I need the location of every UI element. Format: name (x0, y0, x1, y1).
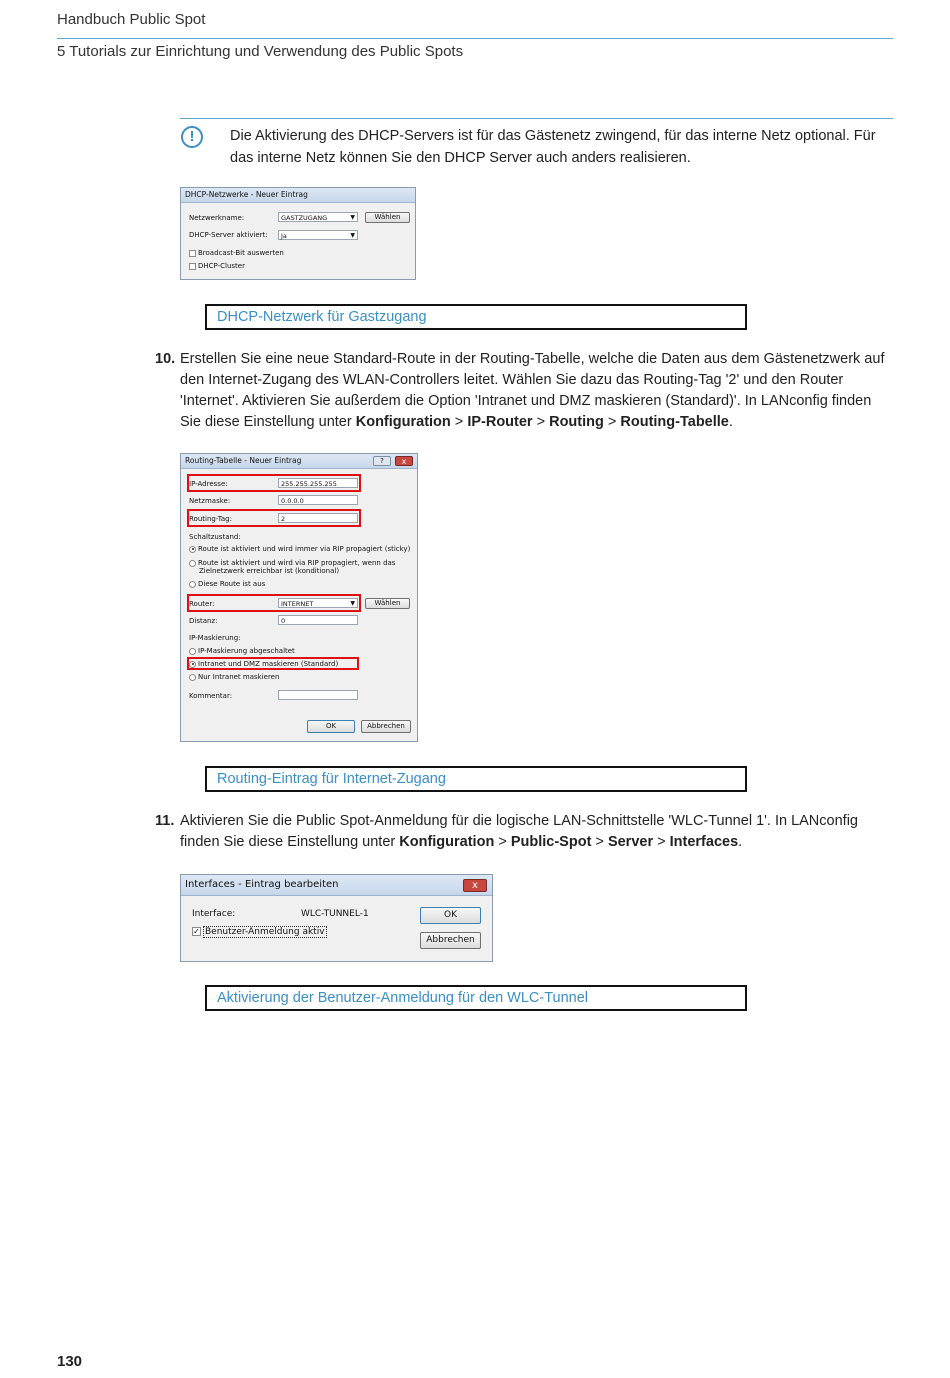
masq-option-2[interactable]: Intranet und DMZ maskieren (Standard) (189, 660, 338, 668)
cluster-label: DHCP-Cluster (198, 262, 245, 270)
dhcp-dialog-screenshot (180, 187, 416, 280)
routing-tag-label: Routing-Tag: (189, 515, 232, 523)
network-name-label: Netzwerkname: (189, 214, 245, 222)
distance-label: Distanz: (189, 617, 218, 625)
exclamation-icon: ! (181, 126, 203, 148)
step-text: Erstellen Sie eine neue Standard-Route in der Routing-Tabelle, welche die Daten aus dem Gästenetzwerk auf den Internet-Zugang des WLAN-Controllers leitet. Wählen Sie dazu das Routing-Tag '2' und den Router 'Internet'. Aktivieren Sie außerdem die Option 'Intranet und DMZ maskieren (Standard)'. In LANconfig finden Sie diese Einstellung unter Konfiguration > IP-Router > Routing > Routing-Tabelle. (180, 351, 885, 430)
router-value: INTERNET (281, 600, 314, 608)
router-select[interactable] (278, 598, 358, 608)
comment-label: Kommentar: (189, 692, 233, 700)
router-label: Router: (189, 600, 215, 608)
figure-caption: Routing-Eintrag für Internet-Zugang (205, 766, 747, 792)
chevron-down-icon: ▼ (350, 232, 355, 239)
page-number: 130 (57, 1353, 83, 1370)
netmask-label: Netzmaske: (189, 497, 231, 505)
figure-caption: DHCP-Netzwerk für Gastzugang (205, 304, 747, 330)
dialog-title: Routing-Tabelle - Neuer Eintrag (181, 454, 417, 469)
interfaces-dialog-screenshot (180, 874, 493, 962)
masq-option-1[interactable]: IP-Maskierung abgeschaltet (189, 647, 295, 655)
header-rule (57, 38, 893, 39)
user-login-checkbox-row[interactable] (192, 927, 327, 937)
ip-address-label: IP-Adresse: (189, 480, 228, 488)
netmask-input[interactable]: 0.0.0.0 (278, 495, 358, 505)
figure-caption: Aktivierung der Benutzer-Anmeldung für den WLC-Tunnel (205, 985, 747, 1011)
checkbox[interactable] (189, 263, 196, 270)
ok-button[interactable]: OK (420, 907, 481, 924)
ip-address-input[interactable]: 255.255.255.255 (278, 478, 358, 488)
cancel-button[interactable]: Abbrechen (361, 720, 411, 733)
step-number: 10. (155, 351, 176, 367)
cancel-button[interactable]: Abbrechen (420, 932, 481, 949)
running-header-title: Handbuch Public Spot (57, 11, 206, 28)
cluster-checkbox-row[interactable] (189, 262, 245, 270)
dhcp-enabled-select[interactable] (278, 230, 358, 240)
chevron-down-icon: ▼ (350, 214, 355, 221)
comment-input[interactable] (278, 690, 358, 700)
state-option-1[interactable]: Route ist aktiviert und wird immer via RIP propagiert (sticky) (189, 545, 410, 553)
dialog-title: Interfaces - Eintrag bearbeiten (181, 875, 492, 896)
step-number: 11. (155, 813, 175, 829)
masq-option-3[interactable]: Nur Intranet maskieren (189, 673, 279, 681)
distance-input[interactable]: 0 (278, 615, 358, 625)
chevron-down-icon: ▼ (350, 600, 355, 607)
state-label: Schaltzustand: (189, 533, 241, 541)
step-text: Aktivieren Sie die Public Spot-Anmeldung für die logische LAN-Schnittstelle 'WLC-Tunnel 1'. In LANconfig finden Sie diese Einstellung unter Konfiguration > Public-Spot > Server > Interfaces. (180, 813, 858, 850)
dhcp-enabled-label: DHCP-Server aktiviert: (189, 231, 268, 239)
radio-button[interactable] (189, 661, 196, 668)
dialog-title: DHCP-Netzwerke - Neuer Eintrag (181, 188, 415, 203)
network-name-select[interactable] (278, 212, 358, 222)
routing-dialog-screenshot (180, 453, 418, 742)
step-10 (155, 349, 895, 433)
radio-button[interactable] (189, 560, 196, 567)
select-network-button[interactable]: Wählen (365, 212, 410, 223)
interface-label: Interface: (192, 909, 236, 919)
close-button[interactable]: x (463, 879, 487, 892)
radio-button[interactable] (189, 581, 196, 588)
broadcast-label: Broadcast-Bit auswerten (198, 249, 284, 257)
checkbox-checked[interactable]: ✓ (193, 927, 200, 936)
ok-button[interactable]: OK (307, 720, 355, 733)
note-rule (180, 118, 893, 119)
select-router-button[interactable]: Wählen (365, 598, 410, 609)
radio-button[interactable] (189, 546, 196, 553)
masq-label: IP-Maskierung: (189, 634, 241, 642)
dhcp-enabled-value: Ja (281, 232, 287, 240)
broadcast-checkbox-row[interactable] (189, 249, 284, 257)
user-login-label: Benutzer-Anmeldung aktiv (205, 927, 325, 937)
interface-value: WLC-TUNNEL-1 (301, 909, 369, 919)
close-button[interactable]: x (395, 456, 413, 466)
help-button[interactable]: ? (373, 456, 391, 466)
checkbox[interactable] (189, 250, 196, 257)
radio-button[interactable] (189, 648, 196, 655)
step-11 (155, 811, 895, 853)
state-option-3[interactable]: Diese Route ist aus (189, 580, 265, 588)
state-option-2-cont: Zielnetzwerk erreichbar ist (konditional) (199, 567, 340, 575)
running-header-chapter: 5 Tutorials zur Einrichtung und Verwendung des Public Spots (57, 43, 464, 60)
routing-tag-input[interactable]: 2 (278, 513, 358, 523)
radio-button[interactable] (189, 674, 196, 681)
note-text: Die Aktivierung des DHCP-Servers ist für das Gästenetz zwingend, für das interne Netz optional. Für das interne Netz können Sie den DHCP Server auch anders realisieren. (230, 128, 876, 166)
network-name-value: GASTZUGANG (281, 214, 328, 222)
state-option-2[interactable]: Route ist aktiviert und wird via RIP propagiert, wenn das (189, 559, 395, 567)
